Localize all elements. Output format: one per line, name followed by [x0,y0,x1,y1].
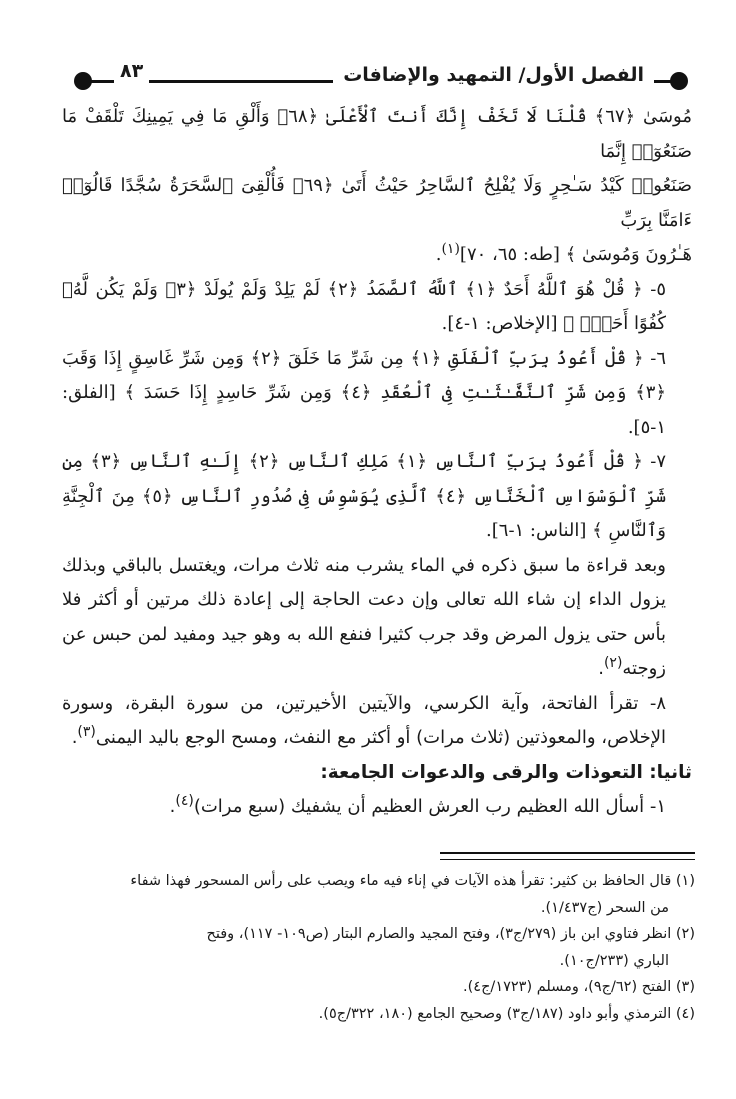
footnote-ref: (١) [441,241,460,257]
paragraph-instructions: وبعد قراءة ما سبق ذكره في الماء يشرب منه ثلاث مرات، ويغتسل بالباقي وبذلك يزول الداء إن شاء الله تعالى وإن دعت الحاجة إلى إعادة ذلك مرتين أو أكثر فلا بأس حتى يزول المرض وقد جرب كثيرا فنفع الله به وهو جيد ومفيد لمن حبس عن زوجته$^{(٢)}$. [62,554,666,679]
paragraph-text: وبعد قراءة ما سبق ذكره في الماء يشرب منه ثلاث مرات، ويغتسل بالباقي وبذلك يزول الداء إن شاء الله تعالى وإن دعت الحاجة إلى إعادة ذلك مرتين أو أكثر فلا بأس حتى يزول المرض وقد جرب كثيرا فنفع الله به وهو جيد ومفيد لمن حبس عن زوجته [62,554,666,679]
footnote-line: (١) قال الحافظ بن كثير: تقرأ هذه الآيات في إناء فيه ماء ويصب على رأس المسحور فهذا شفاء [130,873,695,889]
main-text [62,100,692,825]
verse-text: هَـٰرُونَ وَمُوسَىٰ ﴾ [طه: ٦٥، ٧٠] [459,244,692,265]
paragraph-text: ١- أسأل الله العظيم رب العرش العظيم أن يشفيك (سبع مرات) [193,796,666,817]
section-heading: ثانيا: التعوذات والرقى والدعوات الجامعة: [320,761,692,783]
footnote-ref: (٢) [603,655,623,671]
footnotes [40,868,695,1027]
footnote-line: (٤) الترمذي وأبو داود (١٨٧/ج٣) وصحيح الجامع (١٨٠، ٣٢٢/ج٥). [318,1005,695,1022]
footnote-ref: (٤) [175,793,194,809]
footnote-line: (٢) انظر فتاوي ابن باز (٢٧٩/ج٣)، وفتح المجيد والصارم البتار (ص١٠٩- ١١٧)، وفتح [206,926,695,942]
chapter-title: الفصل الأول/ التمهيد والإضافات [333,60,654,90]
verse-line: صَنَعُوا۟ كَيْدُ سَـٰحِرٍ وَلَا يُفْلِحُ ٱلسَّاحِرُ حَيْثُ أَتَىٰ ﴿٦٩﴾ فَأُلْقِىَ ٱلسَّحَرَةُ سُجَّدًا قَالُوٓا۟ ءَامَنَّا بِرَبِّ [62,175,692,231]
footnote-line: الباري (٢٣٣/ج١٠). [559,952,669,969]
footnote-ref: (٣) [77,724,96,740]
header-dot-right [670,72,688,90]
page-number: ٨٣ [114,58,149,84]
paragraph-text: ٨- تقرأ الفاتحة، وآية الكرسي، والآيتين الأخيرتين، من سورة البقرة، وسورة الإخلاص، والمعوذتين (ثلاث مرات) أو أكثر مع النفث، ومسح الوجع باليد اليمنى [62,692,666,748]
running-header [74,58,688,92]
header-dot-left [74,72,92,90]
paragraph-falaq: ٦- ﴿ قُلْ أَعُوذُ بِرَبِّ ٱلْفَلَقِ ﴿١﴾ مِن شَرِّ مَا خَلَقَ ﴿٢﴾ وَمِن شَرِّ غَاسِقٍ إِذَا وَقَبَ ﴿٣﴾ وَمِن شَرِّ ٱلنَّفَّـٰثَـٰتِ فِى ٱلْعُقَدِ ﴿٤﴾ وَمِن شَرِّ حَاسِدٍ إِذَا حَسَدَ ﴾ [الفلق: ١-٥]. [62,347,666,438]
verse-line: هَـٰرُونَ وَمُوسَىٰ ﴾ [طه: ٦٥، ٧٠]$^{(١)}$. [435,241,692,265]
footnote-line: (٣) الفتح (٦٢/ج٩)، ومسلم (١٧٢٣/ج٤). [462,979,695,995]
paragraph-ikhlas: ٥- ﴿ قُلْ هُوَ ٱللَّهُ أَحَدٌ ﴿١﴾ ٱللَّهُ ٱلصَّمَدُ ﴿٢﴾ لَمْ يَلِدْ وَلَمْ يُولَدْ ﴿٣﴾ وَلَمْ يَكُن لَّهُۥ كُفُوًا أَحَدٌۢ ﴾ [الإخلاص: ١-٤]. [62,278,667,334]
footnote-separator [440,852,695,860]
paragraph-recitation: ٨- تقرأ الفاتحة، وآية الكرسي، والآيتين الأخيرتين، من سورة البقرة، وسورة الإخلاص، والمعوذتين (ثلاث مرات) أو أكثر مع النفث، ومسح الوجع باليد اليمنى$^{(٣)}$. [62,692,666,748]
verse-line: مُوسَىٰ ﴿٦٧﴾ قُلْنَا لَا تَخَفْ إِنَّكَ أَنتَ ٱلْأَعْلَىٰ ﴿٦٨﴾ وَأَلْقِ مَا فِي يَمِينِكَ تَلْقَفْ مَا صَنَعُوٓا۟ إِنَّمَا [62,106,693,162]
paragraph-supplication: ١- أسأل الله العظيم رب العرش العظيم أن يشفيك (سبع مرات)$^{(٤)}$. [169,793,666,817]
footnote-line: من السحر (ج١/٤٣٧). [540,899,669,916]
paragraph-nas: ٧- ﴿ قُلْ أَعُوذُ بِرَبِّ ٱلنَّاسِ ﴿١﴾ مَلِكِ ٱلنَّاسِ ﴿٢﴾ إِلَـٰهِ ٱلنَّاسِ ﴿٣﴾ مِن شَرِّ ٱلْوَسْوَاسِ ٱلْخَنَّاسِ ﴿٤﴾ ٱلَّذِى يُوَسْوِسُ فِى صُدُورِ ٱلنَّاسِ ﴿٥﴾ مِنَ ٱلْجِنَّةِ وَٱلنَّاسِ ﴾ [الناس: ١-٦]. [62,451,667,541]
